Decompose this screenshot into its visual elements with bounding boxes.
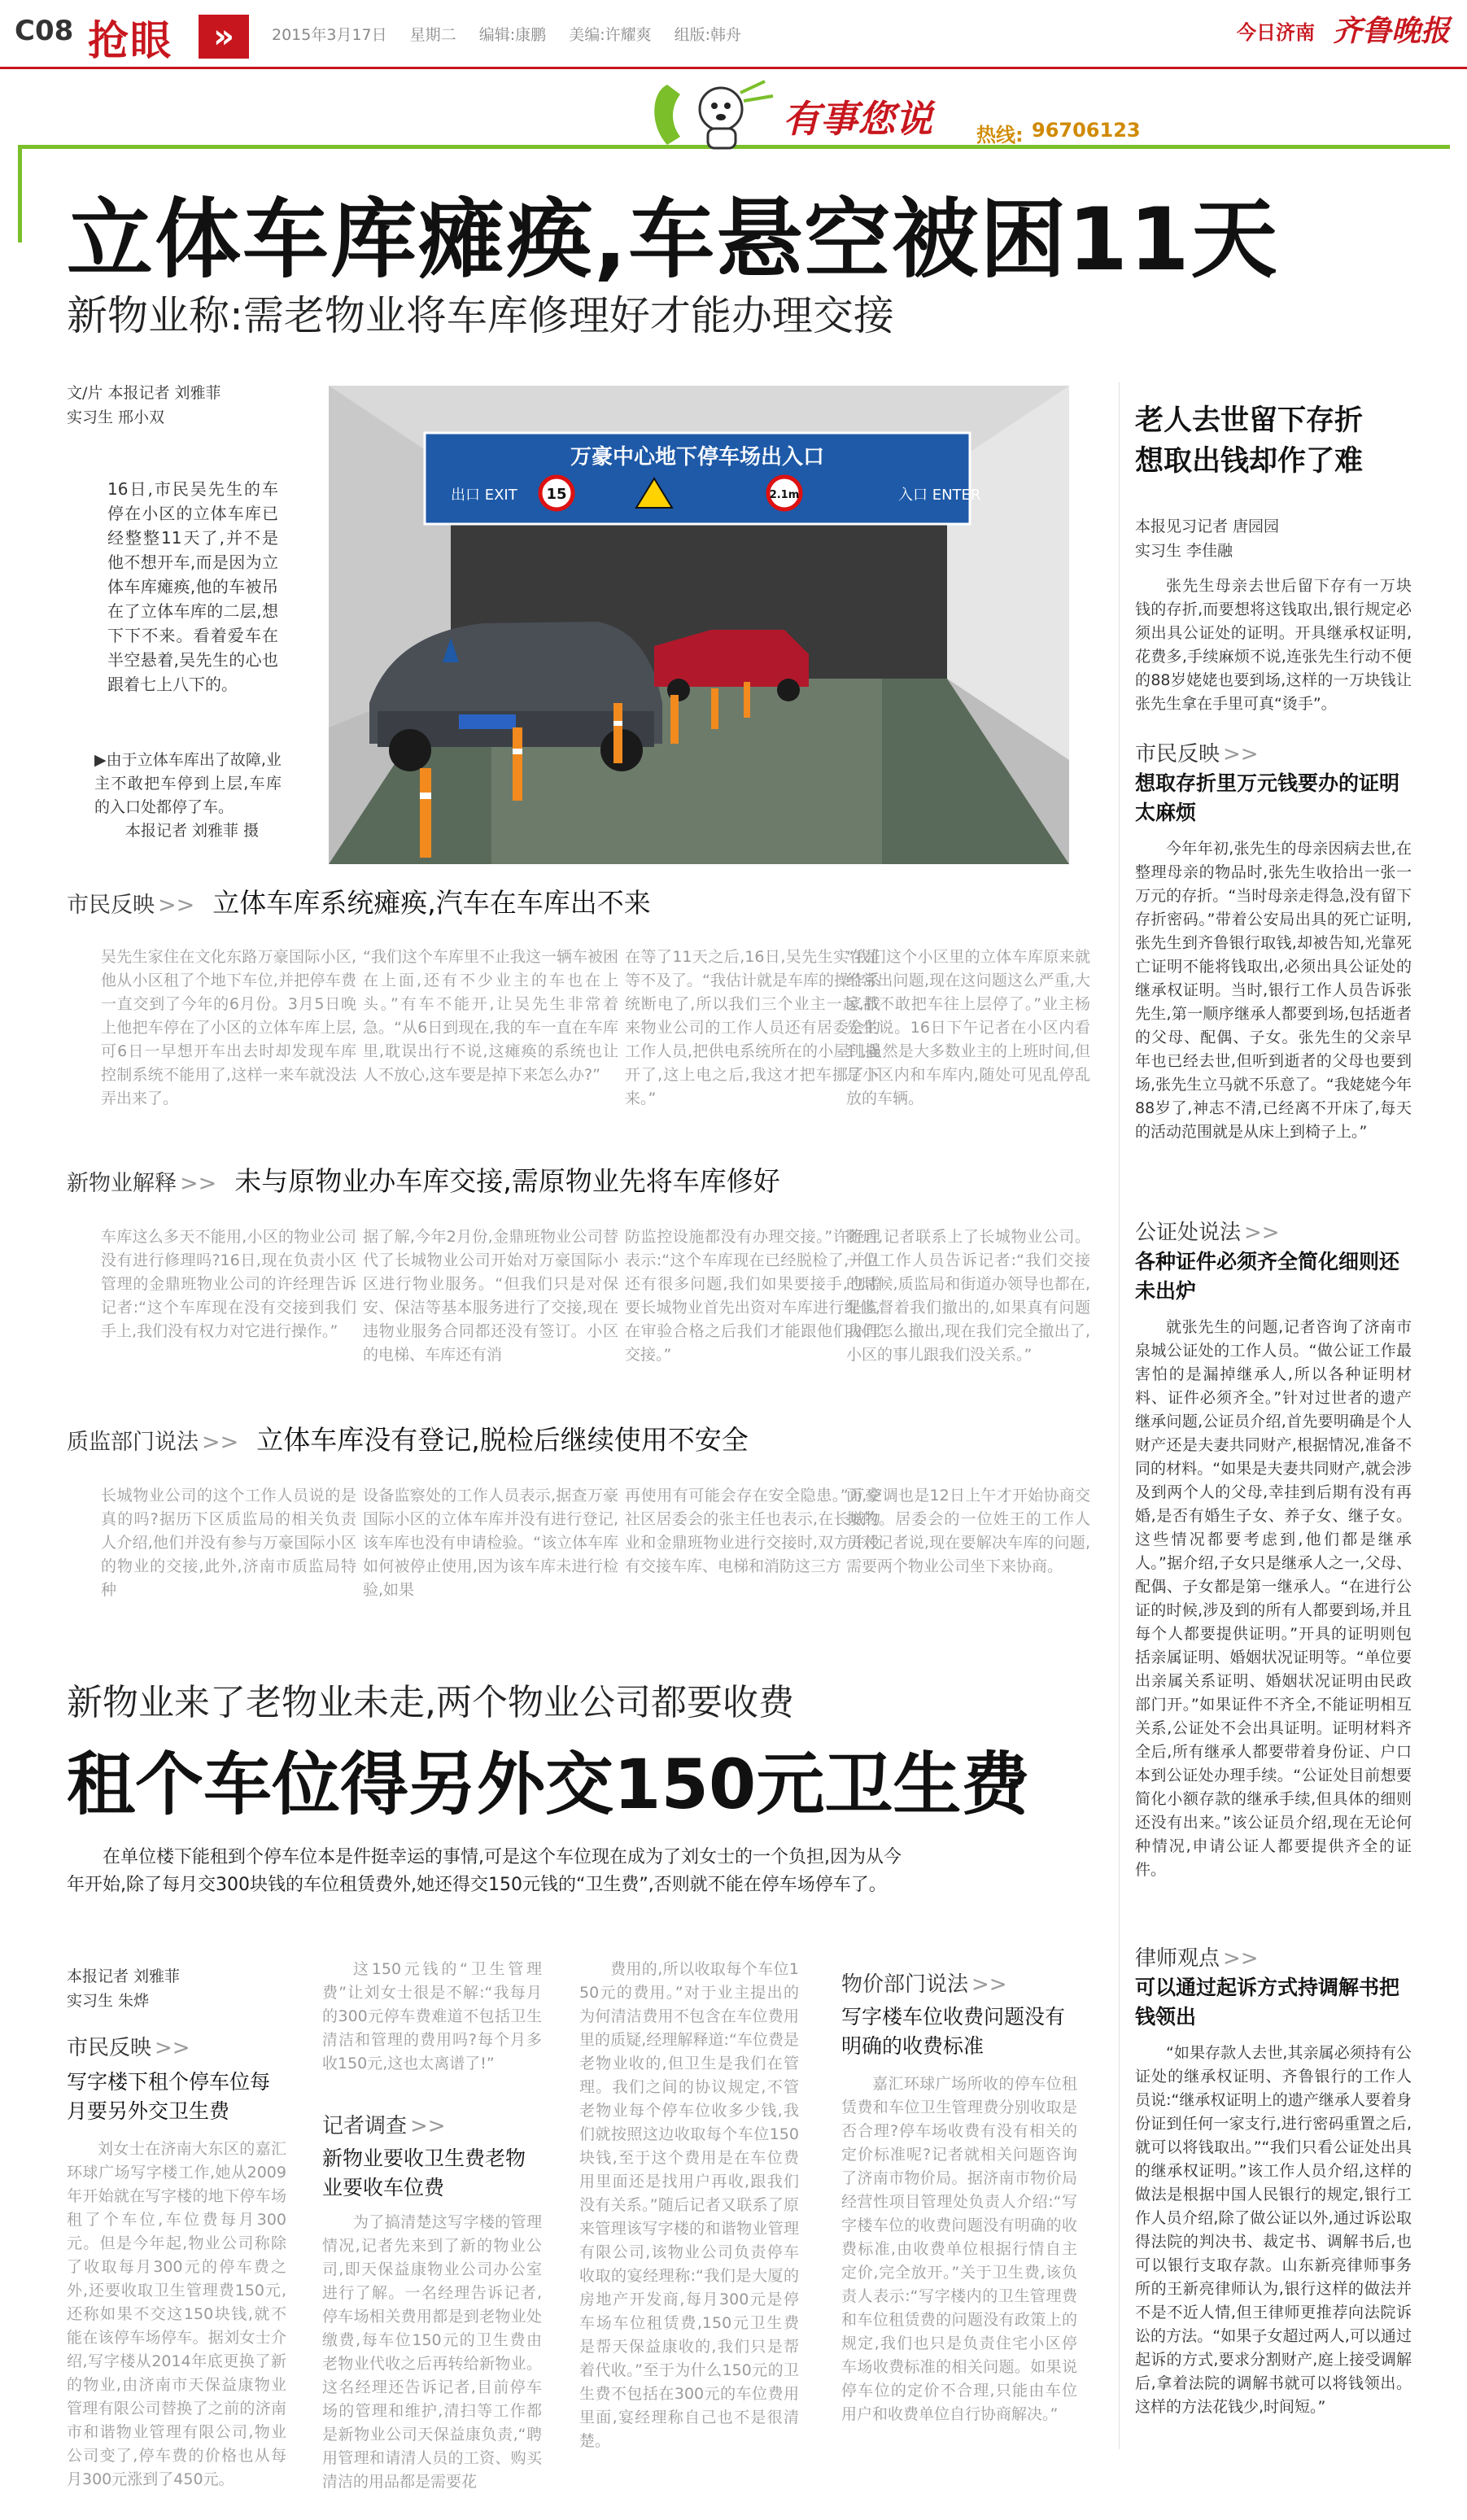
speed-limit-sign: 15 (546, 486, 567, 503)
hotline-label: 热线: (976, 124, 1024, 146)
section-label-text: 公证处说法 (1135, 1221, 1242, 1245)
article-column: 吴先生家住在文化东路万豪国际小区,他从小区租了个地下车位,并把停车费一直交到了今年的6月份。3月5日晚上他把车停在了小区的立体车库上层,可6日一早想开车出去时却发现车库控制系统不能用了,这样一来车就没法弄出来了。 (101, 948, 356, 1107)
banner-title: 有事您说 (783, 97, 932, 141)
newspaper-logo: 齐鲁晚报 (1333, 14, 1451, 48)
article-column: 随后,记者联系上了长城物业公司。一位工作人员告诉记者:“我们交接的时候,质监局和街道办领导也都在,是监督着我们撤出的,如果真有问题我们怎么撤出,现在我们完全撤出了,小区的事儿跟我们没关系。” (846, 1228, 1090, 1364)
sidebar-title-line-2: 想取出钱却作了难 (1135, 445, 1364, 478)
story2-column-1 (67, 2031, 286, 2488)
designer-credit: 美编:许耀爽 (569, 26, 652, 44)
article-column: 据了解,今年2月份,金鼎班物业公司替代了长城物业公司开始对万豪国际小区进行物业服务。“但我们只是对保安、保洁等基本服务进行了交接,现在违物业服务合同都还没有签订。小区的电梯、车库还有消 (363, 1228, 618, 1364)
double-chevron-icon: >> (155, 2036, 190, 2060)
story1-headline: 立体车库瘫痪,车悬空被困11天 (67, 190, 1279, 290)
page-number: C08 (15, 15, 74, 47)
section-headline: 新物业要收卫生费老物业要收车位费 (322, 2147, 526, 2199)
sidebar-section-residents (1135, 737, 1412, 1212)
section-label (841, 1968, 1077, 1998)
sidebar-lead: 张先生母亲去世后留下存有一万块钱的存折,而要想将这钱取出,银行规定必须出具公证处的证明。开具继承权证明,花费多,手续麻烦不说,连张先生行动不便的88岁姥姥也要到场,这样的一万块钱让张先生拿在手里可真“烫手”。 (1135, 577, 1412, 713)
double-chevron-icon: >> (180, 1171, 217, 1196)
section-label: 市民反映 (67, 893, 155, 918)
article-column: “我们这个车库里不止我这一辆车被困在上面,还有不少业主的车也在上头。”有车不能开,让吴先生非常着急。“从6日到现在,我的车一直在车库里,耽误出行不说,这瘫痪的系统也让人不放心,这车要是掉下来怎么办?” (363, 948, 618, 1084)
sign-enter: 入口 ENTER (898, 487, 981, 504)
article-column: 设备监察处的工作人员表示,据查万豪国际小区的立体车库并没有进行登记,该车库也没有申请检验。“该立体车库如何被停止使用,因为该车库未进行检验,如果 (363, 1487, 618, 1599)
byline-intern: 实习生 朱烨 (67, 1992, 150, 2010)
story1-intro: 16日,市民吴先生的车停在小区的立体车库已经整整11天了,并不是他不想开车,而是因为立体车库瘫痪,他的车被吊在了立体车库的二层,想下下不来。看着爱车在半空悬着,吴先生的心也跟着七上八下的。 (107, 479, 278, 694)
double-chevron-icon: >> (410, 2114, 446, 2138)
height-limit-sign: 2.1m (769, 489, 800, 501)
section-headline: 立体车库系统瘫痪,汽车在车库出不来 (212, 887, 651, 919)
section-label-text: 物价部门说法 (841, 1972, 969, 1997)
sidebar-section-notary (1135, 1216, 1412, 1950)
byline-reporter: 本报见习记者 唐园园 (1135, 518, 1280, 535)
story2-lead: 在单位楼下能租到个停车位本是件挺幸运的事情,可是这个车位现在成为了刘女士的一个负担,因为从今年开始,除了每月交300块钱的车位租赁费外,她还得交150元钱的“卫生费”,否则就不能在停车场停车了。 (67, 1847, 902, 1895)
sign-exit: 出口 EXIT (451, 487, 517, 504)
article-body: 刘女士在济南大东区的嘉汇环球广场写字楼工作,她从2009年开始就在写字楼的地下停车场租了个车位,车位费每月300元。但是今年起,物业公司称除了收取每月300元的停车费之外,还要收取卫生管理费150元,还称如果不交这150块钱,就不能在该停车场停车。据刘女士介绍,写字楼从2014年底更换了新的物业,由济南市天保益康物业管理有限公司替换了之前的济南市和谐物业管理有限公司,物业公司变了,停车费的价格也从每月300元涨到了450元。 (67, 2140, 286, 2488)
section-name: 抢眼 (88, 17, 172, 64)
article-column: 再使用有可能会存在安全隐患。”万豪社区居委会的张主任也表示,在长城物业和金鼎班物业进行交接时,双方并没有交接车库、电梯和消防这三方 (625, 1487, 880, 1575)
double-chevron-icon: >> (158, 893, 195, 918)
section-label: 质监部门说法 (67, 1430, 199, 1455)
article-body: “如果存款人去世,其亲属必须持有公证处的继承权证明、齐鲁银行的工作人员说:“继承权证明上的遗产继承人要着身份证到任何一家支行,进行密码重置之后,就可以将钱取出。”“我们只看公证处出具的继承权证明。”该工作人员介绍,这样的做法是根据中国人民银行的规定,银行工作人员介绍,除了做公证以外,通过诉讼取得法院的判决书、裁定书、调解书后,也可以银行支取存款。山东新亮律师事务所的王新亮律师认为,银行这样的做法并不是不近人情,但王律师更推荐向法院诉讼的方法。“如果子女超过两人,可以通过起诉的方式,要求分割财产,庭上接受调解后,拿着法院的调解书就可以将钱领出。这样的方法花钱少,时间短。” (1135, 2044, 1412, 2416)
section-headline: 各种证件必须齐全简化细则还未出炉 (1135, 1250, 1400, 1303)
article-body: 费用的,所以收取每个车位150元的费用。”对于业主提出的为何清洁费用不包含在车位费用里的质疑,经理解释道:“车位费是老物业收的,但卫生是我们在管理。我们之间的协议规定,不管老物业每个停车位收多少钱,我们就按照这边收取每个车位150块钱,至于这个费用是在车位费用里面还是找用户再收,跟我们没有关系。”随后记者又联系了原来管理该写字楼的和谐物业管理有限公司,该物业公司负责停车收取的宴经理称:“我们是大厦的房地产开发商,每月300元是停车场车位租赁费,150元卫生费是帮天保益康收的,我们只是帮着代收。”至于为什么150元的卫生费不包括在300元的车位费用里面,宴经理称自己也不是很清楚。 (579, 1960, 799, 2450)
story2-column-4 (841, 1968, 1077, 2455)
article-column: 车库这么多天不能用,小区的物业公司没有进行修理吗?16日,现在负责小区管理的金鼎班物业公司的许经理告诉记者:“这个车库现在没有交接到我们手上,我们没有权力对它进行操作。” (101, 1228, 356, 1340)
editor-credit: 编辑:康鹏 (478, 26, 547, 44)
story2-column-3 (579, 1958, 799, 2454)
hotline-number: 96706123 (1032, 119, 1141, 142)
section-label-text: 记者调查 (322, 2114, 408, 2138)
section-label (1135, 1216, 1412, 1246)
section-label (322, 2109, 542, 2139)
byline-reporter: 文/片 本报记者 刘雅菲 (67, 384, 221, 402)
story2-byline (67, 1964, 311, 2013)
article-body: 为了搞清楚这写字楼的管理情况,记者先来到了新的物业公司,即天保益康物业公司办公室进行了解。一名经理告诉记者,停车场相关费用都是到老物业处缴费,每车位150元的卫生费由老物业代收之后再转给新物业。这名经理还告诉记者,目前停车场的管理和维护,清扫等工作都是新物业公司天保益康负责,“聘用管理和请清人员的工资、购买清洁的用品都是需要花 (322, 2213, 542, 2491)
article-column: 防监控设施都没有办理交接。”许经理表示:“这个车库现在已经脱检了,并且还有很多问题,我们如果要接手,也需要长城物业首先出资对车库进行维修,在审验合格之后我们才能跟他们办理交接。” (625, 1228, 880, 1364)
issue-info (272, 23, 759, 45)
story1-subheadline: 新物业称:需老物业将车库修理好才能办理交接 (67, 292, 894, 339)
section-label (1135, 1941, 1412, 1972)
banner-side-rule (18, 145, 22, 242)
section-headline: 写字楼下租个停车位每月要另外交卫生费 (67, 2070, 271, 2123)
article-column: 面,空调也是12日上午才开始协商交接的。居委会的一位姓王的工作人员对记者说,现在要解决车库的问题,需要两个物业公司坐下来协商。 (846, 1487, 1090, 1575)
double-chevron-icon: >> (971, 1972, 1007, 1997)
chevron-right-icon: » (199, 15, 249, 59)
double-chevron-icon: >> (1244, 1221, 1280, 1245)
byline-reporter: 本报记者 刘雅菲 (67, 1968, 181, 1985)
sidebar-byline (1135, 514, 1412, 563)
story2-kicker: 新物业来了老物业未走,两个物业公司都要收费 (67, 1682, 794, 1723)
section-label (67, 2031, 286, 2061)
section-heading-new-property (67, 1160, 780, 1199)
article-body: 嘉汇环球广场所收的停车位租赁费和车位卫生管理费分别收取是否合理?停车场收费有没有相关的定价标准呢?记者就相关问题咨询了济南市物价局。据济南市物价局经营性项目管理处负责人介绍:“写字楼车位的收费问题没有明确的收费标准,由收费单位根据行情自主定价,完全放开。”关于卫生费,该负责人表示:“写字楼内的卫生管理费和车位租赁费的问题没有政策上的规定,我们也只是负责住宅小区停车场收费标准的相关问题。如果说停车位的定价不合理,只能由车位用户和收费单位自行协商解决。” (841, 2075, 1077, 2423)
header-divider (0, 67, 1467, 69)
double-chevron-icon: >> (1223, 742, 1259, 766)
section-headline: 立体车库没有登记,脱检后继续使用不安全 (256, 1424, 749, 1456)
sidebar-title-line-1: 老人去世留下存折 (1135, 404, 1364, 437)
byline-intern: 实习生 邢小双 (67, 408, 165, 426)
section-headline: 想取存折里万元钱要办的证明太麻烦 (1135, 771, 1400, 824)
caption-text: ▶由于立体车库出了故障,业主不敢把车停到上层,车库的入口处都停了车。 (94, 751, 282, 816)
article-column: 长城物业公司的这个工作人员说的是真的吗?据历下区质监局的相关负责人介绍,他们并没有参与万豪国际小区的物业的交接,此外,济南市质监局特种 (101, 1487, 356, 1599)
section-heading-residents (67, 882, 651, 920)
phone-mascot-icon (643, 76, 781, 155)
section-label-text: 市民反映 (1135, 742, 1220, 766)
double-chevron-icon: >> (1223, 1946, 1259, 1971)
section-headline: 可以通过起诉方式持调解书把钱领出 (1135, 1976, 1400, 2029)
edition-city: 今日济南 (1237, 21, 1315, 44)
column-divider (1119, 382, 1120, 2449)
garage-photo (329, 386, 1069, 864)
article-body: 这150元钱的“卫生管理费”让刘女士很是不解:“我每月的300元停车费难道不包括卫生清洁和管理的费用吗?每个月多收150元,这也太离谱了!” (322, 1960, 542, 2072)
caption-credit: 本报记者 刘雅菲 摄 (125, 822, 260, 840)
article-column: 在等了11天之后,16日,吴先生实在是等不及了。“我估计就是车库的操作系统断电了,所以我们三个业主一起,找来物业公司的工作人员还有居委会的工作人员,把供电系统所在的小屋门撬开了,这上电之后,我这才把车挪了下来。” (625, 948, 880, 1107)
photo-caption (94, 749, 282, 843)
garage-sign-text: 万豪中心地下停车场出入口 (570, 445, 825, 469)
layout-credit: 组版:韩舟 (674, 26, 742, 44)
section-label: 新物业解释 (67, 1171, 177, 1196)
sidebar-headline (1135, 400, 1412, 482)
double-chevron-icon: >> (202, 1430, 239, 1455)
article-column: “我们这个小区里的立体车库原来就经常出问题,现在这问题这么严重,大家都不敢把车往上层停了。”业主杨先生说。16日下午记者在小区内看到,虽然是大多数业主的上班时间,但是小区内和车库内,随处可见乱停乱放的车辆。 (846, 948, 1090, 1107)
article-body: 今年年初,张先生的母亲因病去世,在整理母亲的物品时,张先生收拾出一张一万元的存折。“当时母亲走得急,没有留下存折密码。”带着公安局出具的死亡证明,张先生到齐鲁银行取钱,却被告知,光靠死亡证明不能将钱取出,必须出具公证处的继承权证明。当时,银行工作人员告诉张先生,第一顺序继承人都要到场,包括逝者的父母、配偶、子女。张先生的父亲早年也已经去世,但听到逝者的父母也要到场,张先生立马就不乐意了。“我姥姥今年88岁了,神志不清,已经离不开床了,每天的活动范围就是从床上到椅子上。” (1135, 840, 1412, 1141)
story2-column-2 (322, 1958, 542, 2520)
sidebar-section-lawyer (1135, 1941, 1412, 2473)
byline-intern: 实习生 李佳融 (1135, 542, 1233, 560)
story1-byline (67, 381, 311, 430)
section-label-text: 市民反映 (67, 2036, 152, 2060)
section-headline: 写字楼车位收费问题没有明确的收费标准 (841, 2005, 1066, 2058)
section-label-text: 律师观点 (1135, 1946, 1220, 1971)
article-body: 就张先生的问题,记者咨询了济南市泉城公证处的工作人员。“做公证工作最害怕的是漏掉继承人,所以各种证明材料、证件必须齐全。”针对过世者的遗产继承问题,公证员介绍,首先要明确是个人财产还是夫妻共同财产,根据情况,准备不同的材料。“如果是夫妻共同财产,就会涉及到两个人的父母,幸挂到后期有没有再婚,是否有婚生子女、养子女、继子女。这些情况都要考虑到,他们都是继承人。”据介绍,子女只是继承人之一,父母、配偶、子女都是第一继承人。“在进行公证的时候,涉及到的所有人都要到场,并且每个人都要提供证明。”开具的证明则包括亲属证明、婚姻状况证明等。“单位要出亲属关系证明、婚姻状况证明由民政部门开。”如果证件不齐全,不能证明相互关系,公证处不会出具证明。证明材料齐全后,所有继承人都要带着身份证、户口本到公证处办理手续。“公证处目前想要简化小额存款的继承手续,但具体的细则还没有出来。”该公证员介绍,现在无论何种情况,申请公证人都要提供齐全的证件。 (1135, 1318, 1412, 1879)
issue-weekday: 星期二 (409, 26, 456, 44)
issue-date: 2015年3月17日 (272, 26, 387, 44)
section-heading-quality-dept (67, 1419, 749, 1457)
section-label (1135, 737, 1412, 767)
section-headline: 未与原物业办车库交接,需原物业先将车库修好 (234, 1165, 780, 1197)
story2-headline: 租个车位得另外交150元卫生费 (67, 1745, 1030, 1824)
